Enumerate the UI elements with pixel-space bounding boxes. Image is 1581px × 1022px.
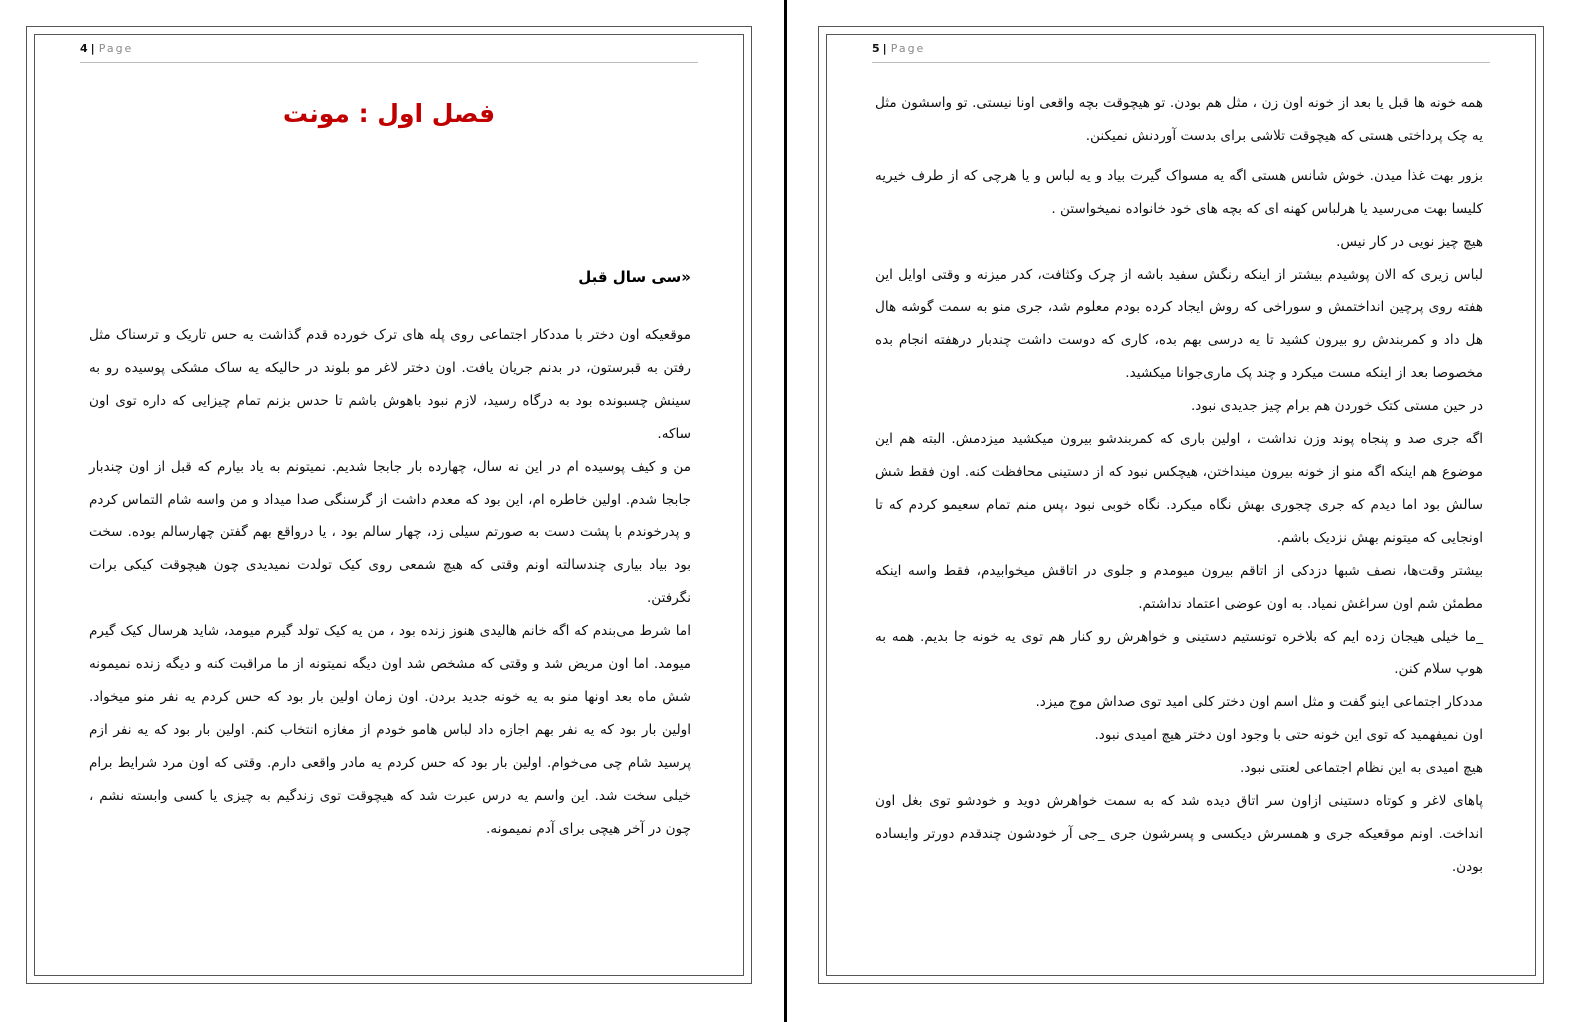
page-number: 4: [80, 42, 88, 55]
section-subtitle: «سی سال قبل: [578, 268, 691, 286]
paragraph: اما شرط می‌بندم که اگه خانم هالیدی هنوز زنده بود ، من یه کیک تولد گیرم میومد، شاید هرسال کیک گیرم میومد. اما اون مریض شد و وقتی که مشخص شد اون دیگه نمیتونه از ما مراقبت کنه و دیگه زنده نمیمونه شش ماه بعد اونها منو به یه خونه جدید بردن. اون زمان اولین بار بود که حس کردم یه نفر منو میخواد. اولین بار بود که یه نفر بهم اجازه داد لباس هامو خودم از مغازه انتخاب کنم. اولین بار بود که یه نفر ازم پرسید شام چی می‌خوام. اولین بار بود که حس کردم یه مادر واقعی دارم. وقتی که اون مرد شرایط برام خیلی سخت شد. این واسم یه درس عبرت شد که هیچوقت توی زندگیم به چیزی یا کسی وابسته نشم ، چون در آخر هیچی برای آدم نمیمونه.: [89, 623, 691, 837]
paragraph: در حین مستی کتک خوردن هم برام چیز جدیدی نبود.: [1190, 398, 1483, 415]
page-right: [818, 26, 1544, 984]
header-separator: |: [882, 42, 887, 55]
page-header-right: [872, 42, 1490, 63]
page-left: [26, 26, 752, 984]
paragraph: لباس زیری که الان پوشیدم بیشتر از اینکه رنگش سفید باشه از چرک وکثافت، کدر میزنه و وقتی اوایل این هفته روی پرچین انداختمش و سوراخی که روش ایجاد کرده بودم معلوم شد، جری منو به سمت گوشه هال هل داد و کمربندش رو بیرون کشید تا یه درسی بهم بده، کاری که دوست داشت چندبار درهفته انجام بده مخصوصا بعد از اینکه مست میکرد و چند پک ماری‌جوانا میکشید.: [875, 266, 1483, 382]
paragraph: _ما خیلی هیجان زده ایم که بلاخره تونستیم دستینی و خواهرش رو کنار هم توی یه خونه جا بدیم. همه به هوپ سلام کنن.: [875, 628, 1483, 678]
paragraph: همه خونه ها قبل یا بعد از خونه اون زن ، مثل هم بودن. تو هیچوقت بچه واقعی اونا نیستی. تو واسشون مثل یه چک پرداختی هستی که هیچوقت تلاشی برای بدست آوردنش نمیکنن.: [875, 95, 1483, 144]
page-word: Page: [98, 42, 134, 55]
paragraph: پاهای لاغر و کوتاه دستینی ازاون سر اتاق دیده شد که به سمت خواهرش دوید و خودشو توی بغل اون انداخت. اونم موقعیکه جری و همسرش دیکسی و پسرشون جری _جی آر خودشون چندقدم دورتر وایساده بودن.: [875, 793, 1483, 875]
page-right-body: [875, 87, 1483, 884]
paragraph: بزور بهت غذا میدن. خوش شانس هستی اگه یه مسواک گیرت بیاد و یه لباس و یا هرچی که از طرف خیریه کلیسا بهت می‌رسید یا هرلباس کهنه ای که بچه های خود خانواده نمیخواستن .: [875, 167, 1483, 217]
paragraph: من و کیف پوسیده ام در این نه سال، چهارده بار جابجا شدیم. نمیتونم به یاد بیارم که قبل از اون چندبار جابجا شدم. اولین خاطره ام، این بود که معدم داشت از گرسنگی صدا میداد و من واسه شام التماس کردم و پدرخوندم با پشت دست به صورتم سیلی زد، چهار سالم بود ، یا درواقع بهم گفتن چهارسالم بوده. سخت بود بیاد بیاری چندسالته اونم وقتی که هیچ شمعی روی کیک تولدت نمیدیدی چون هیچوقت کیکی برات نگرفتن.: [89, 458, 691, 607]
paragraph: بیشتر وقت‌ها، نصف شبها دزدکی از اتاقم بیرون میومدم و جلوی در اتاقش میخوابیدم، فقط واسه اینکه مطمئن شم اون سراغش نمیاد. به اون عوضی اعتماد نداشتم.: [875, 562, 1483, 612]
page-header-left: [80, 42, 698, 63]
paragraph: هیچ چیز نویی در کار نیس.: [1336, 233, 1483, 250]
paragraph: هیچ امیدی به این نظام اجتماعی لعنتی نبود.: [1240, 760, 1483, 777]
page-word: Page: [890, 42, 926, 55]
chapter-title: فصل اول : مونت: [282, 99, 496, 128]
paragraph: مددکار اجتماعی اینو گفت و مثل اسم اون دختر کلی امید توی صداش موج میزد.: [1035, 694, 1483, 711]
header-separator: |: [90, 42, 95, 55]
paragraph: موقعیکه اون دختر با مددکار اجتماعی روی پله های ترک خورده قدم گذاشت یه حس تاریک و ترسناک مثل رفتن به قبرستون، در بدنم جریان یافت. اون دختر لاغر مو بلوند در حالیکه یه ساک مشکی پوسیده رو به سینش چسبونده بود به درگاه رسید، لازم نبود باهوش باشم تا حدس بزنم تمام چیزایی که داره توی اون ساکه.: [89, 327, 691, 442]
page-number: 5: [872, 42, 880, 55]
paragraph: اگه جری صد و پنجاه پوند وزن نداشت ، اولین باری که کمربندشو بیرون میکشید میزدمش. البته هم این موضوع هم اینکه اگه منو از خونه بیرون مینداختن، هیچکس نبود که از دستینی محافظت کنه. اون فقط شش سالش بود اما دیدم که جری چجوری بهش نگاه میکرد. نگاه خوبی نبود ،پس منم تمام سعیمو کردم که تا اونجایی که میتونم بهش نزدیک باشم.: [875, 431, 1483, 546]
paragraph: اون نمیفهمید که توی این خونه حتی با وجود اون دختر هیچ امیدی نبود.: [1094, 727, 1483, 744]
page-left-body: [89, 319, 691, 846]
page-divider: [784, 0, 787, 1022]
